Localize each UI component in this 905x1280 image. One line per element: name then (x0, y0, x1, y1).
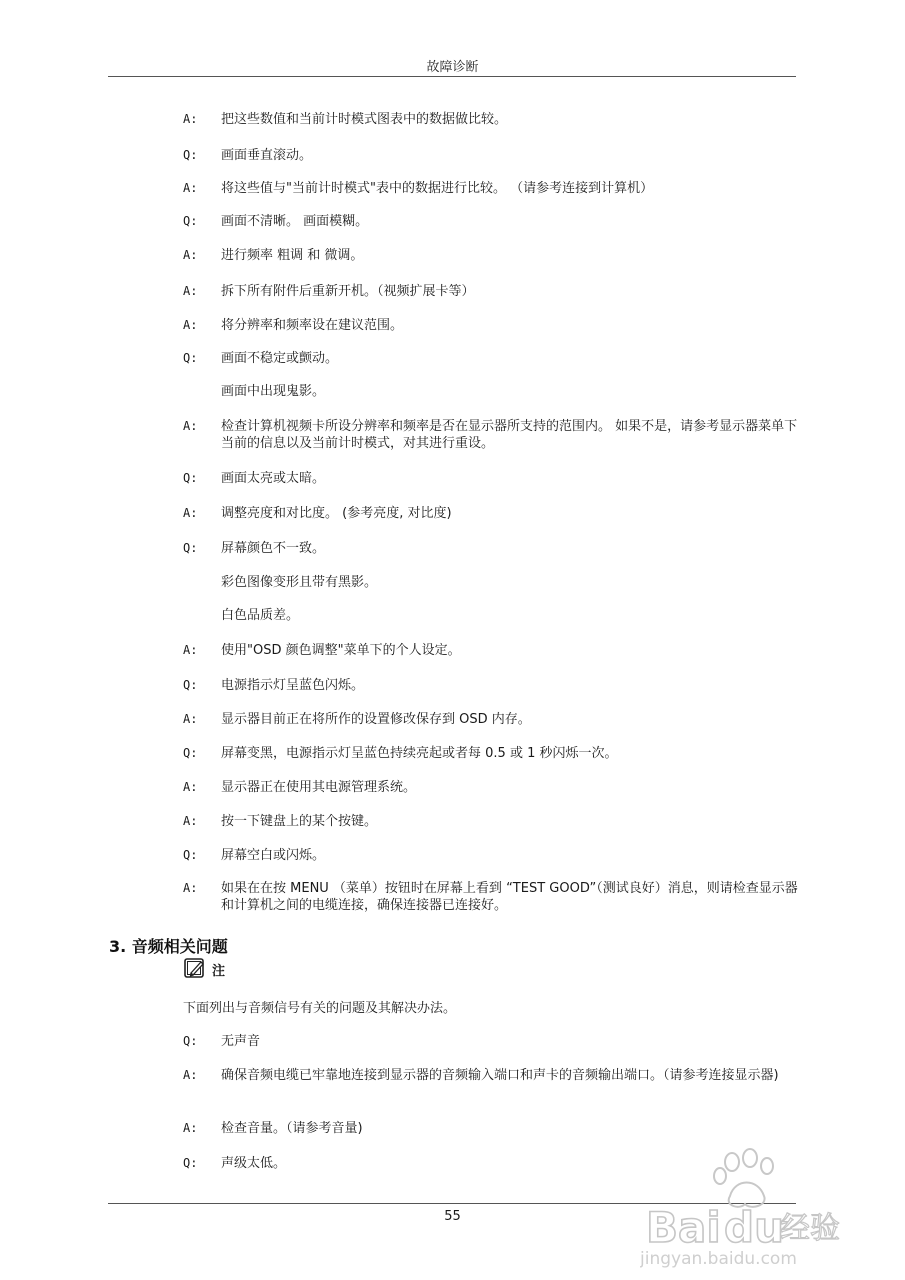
qa-item: A: 使用"OSD 颜色调整"菜单下的个人设定。 (183, 643, 461, 658)
qa-item: A: 将这些值与"当前计时模式"表中的数据进行比较。 （请参考连接到计算机） (183, 181, 654, 196)
qa-item: A: 把这些数值和当前计时模式图表中的数据做比较。 (183, 112, 508, 127)
qa-item: Q: 声级太低。 (183, 1156, 287, 1171)
qa-item: Q: 屏幕颜色不一致。 (183, 541, 326, 556)
qa-item: Q: 画面垂直滚动。 (183, 148, 313, 163)
qa-item: Q: 屏幕空白或闪烁。 (183, 848, 326, 863)
qa-item: A: 进行频率 粗调 和 微调。 (183, 248, 364, 263)
qa-item: A: 如果在在按 MENU （菜单）按钮时在屏幕上看到 “TEST GOOD”（测试良好）消息，则请检查显示器和计算机之间的电缆连接，确保连接器已连接好。 (183, 881, 798, 913)
section-intro: 下面列出与音频信号有关的问题及其解决办法。 (183, 1001, 457, 1016)
qa-item: A: 检查音量。（请参考音量) (183, 1121, 363, 1136)
note-block (184, 958, 225, 980)
qa-item: A: 将分辨率和频率设在建议范围。 (183, 318, 404, 333)
svg-text:Bai: Bai (646, 1203, 721, 1252)
qa-item: 画面中出现鬼影。 (221, 384, 326, 399)
qa-item: Q: 屏幕变黑，电源指示灯呈蓝色持续亮起或者每 0.5 或 1 秒闪烁一次。 (183, 746, 618, 761)
watermark-url: jingyan.baidu.com (640, 1249, 797, 1268)
qa-item: Q: 画面太亮或太暗。 (183, 471, 326, 486)
qa-item: A: 拆下所有附件后重新开机。（视频扩展卡等） (183, 284, 475, 299)
page-number: 55 (444, 1209, 461, 1224)
section-title: 3. 音频相关问题 (109, 937, 228, 956)
qa-item: A: 按一下键盘上的某个按键。 (183, 814, 378, 829)
svg-text:经验: 经验 (780, 1211, 840, 1246)
qa-item: A: 显示器目前正在将所作的设置修改保存到 OSD 内存。 (183, 712, 531, 727)
qa-item: A: 调整亮度和对比度。 (参考亮度, 对比度) (183, 506, 452, 521)
baidu-watermark-logo (640, 1148, 855, 1268)
note-icon (184, 958, 208, 980)
qa-item: Q: 无声音 (183, 1034, 261, 1049)
qa-item: A: 显示器正在使用其电源管理系统。 (183, 780, 417, 795)
qa-item: Q: 画面不稳定或颤动。 (183, 351, 339, 366)
header-rule (108, 76, 796, 77)
svg-text:du: du (724, 1203, 784, 1252)
qa-item: Q: 画面不清晰。 画面模糊。 (183, 214, 369, 229)
qa-item: 彩色图像变形且带有黑影。 (221, 575, 378, 590)
qa-item: 白色品质差。 (221, 608, 300, 623)
note-label: 注 (212, 964, 226, 979)
qa-item: A: 检查计算机视频卡所设分辨率和频率是否在显示器所支持的范围内。 如果不是，请参考显示器菜单下当前的信息以及当前计时模式，对其进行重设。 (183, 419, 798, 451)
page-header-title: 故障诊断 (426, 60, 479, 75)
qa-item: A: 确保音频电缆已牢靠地连接到显示器的音频输入端口和声卡的音频输出端口。（请参考连接显示器) (183, 1068, 779, 1083)
qa-item: Q: 电源指示灯呈蓝色闪烁。 (183, 678, 365, 693)
